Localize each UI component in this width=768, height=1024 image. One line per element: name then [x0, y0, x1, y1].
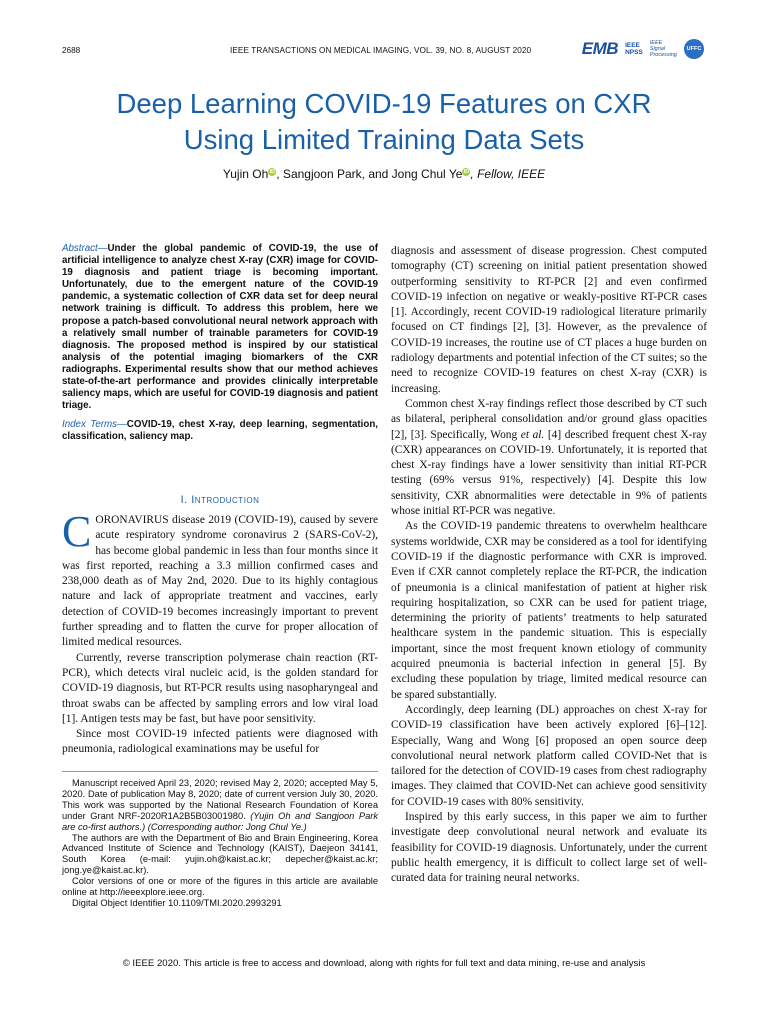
title-line-1: Deep Learning COVID-19 Features on CXR: [116, 88, 652, 119]
author-fellow: , Fellow, IEEE: [470, 167, 546, 181]
abstract: [62, 243, 378, 412]
signal-processing-logo: [650, 40, 677, 58]
right-paragraph-5: Inspired by this early success, in this paper we aim to further investigate deep convolutional neural network and evaluate its feasibility for COVID-19 diagnosis. Unfortunately, under the current public health emergency, it is difficult to collect large set of well-curated data for training neural networks.: [391, 810, 707, 885]
right-p2-text-a: Common chest X-ray findings reflect those described by CT such as bilateral, peripheral consolidation and/or ground glass opacities [2], [3]. Specifically, Wong: [391, 397, 707, 441]
intro-paragraph-3: Since most COVID-19 infected patients were diagnosed with pneumonia, radiological examinations may be useful for: [62, 728, 378, 756]
journal-name: IEEE TRANSACTIONS ON MEDICAL IMAGING, VOL. 39, NO. 8, AUGUST 2020: [230, 46, 532, 55]
running-header: [62, 39, 704, 65]
page-number: 2688: [62, 46, 81, 55]
footnote-manuscript-text: Manuscript received April 23, 2020; revised May 2, 2020; accepted May 5, 2020. Date of publication May 8, 2020; date of current version July 30, 2020. This work was supported by the National Research Foundation of Korea under Grant NRF-2020R1A2B5B03001980.: [62, 778, 378, 821]
npss-logo: [625, 42, 643, 56]
intro-p1-text: disease 2019 (COVID-19), caused by severe acute respiratory syndrome coronavirus 2 (SARS-CoV-2), has become global pandemic in less than four months since it was first reported, reaching a 3.3 million confirmed cases and 238,000 death as of May 2nd, 2020. Due to its highly contagious nature and lack of appropriate treatment and vaccines, early detection of COVID-19 becomes increasingly important to prevent further spreading and to flatten the curve for proper allocation of limited medical resources.: [62, 514, 378, 649]
right-paragraph-4: Accordingly, deep learning (DL) approaches on chest X-ray for COVID-19 classification have been actively explored [6]–[12]. Especially, Wang and Wong [6] proposed an open source deep convolutional neural network platform called COVID-Net that is tailored for the detection of COVID-19 cases from chest radiography images. They claimed that COVID-Net can achieve good sensitivity for COVID-19 cases with 80% sensitivity.: [391, 703, 707, 808]
title-line-2: Using Limited Training Data Sets: [183, 124, 585, 155]
index-terms: [62, 419, 378, 443]
footnote-rule: [62, 771, 378, 772]
footnote-manuscript: [62, 778, 378, 833]
footnote-affiliation: The authors are with the Department of Bio and Brain Engineering, Korea Advanced Institute of Science and Technology (KAIST), Daejeon 34141, South Korea (e-mail: yujin.oh@kaist.ac.kr; depecher@kaist.ac.kr; jong.ye@kaist.ac.kr).: [62, 832, 378, 876]
right-p2-text-b: [4] described frequent chest X-ray (CXR) appearances on COVID-19. Unfortunately, it is reported that chest X-ray findings have a lower sensitivity than initial RT-PCR testing (69% versus 91%, respectively) [4]. Despite this low sensitivity, CXR abnormalities were detectable in 9% of patients whose initial RT-PCR was negative.: [391, 428, 708, 518]
section-number: I.: [180, 494, 192, 506]
author-2-3: , Sangjoon Park, and Jong Chul Ye: [276, 167, 463, 181]
society-logos: [582, 39, 704, 59]
sps-logo-line2: Signal: [649, 46, 666, 52]
npss-logo-line2: NPSS: [625, 49, 643, 56]
intro-paragraph-1: [62, 507, 378, 651]
right-p2-etal: et al.: [520, 428, 545, 441]
abstract-text: Under the global pandemic of COVID-19, the use of artificial intelligence to analyze chest X-ray (CXR) image for COVID-19 diagnosis and patient triage is becoming important. Unfortunately, due to the emergent nature of the COVID-19 pandemic, a systematic collection of CXR data set for deep neural network training is difficult. To address this problem, here we propose a patch-based convolutional neural network approach with a relatively small number of trainable parameters for COVID-19 diagnosis. The proposed method is inspired by our statistical analysis of the potential imaging biomarkers of the CXR radiographs. Experimental results show that our method achieves state-of-the-art performance and provides clinically interpretable saliency maps, which are useful for COVID-19 diagnosis and patient triage.: [62, 243, 378, 412]
footnote-cofirst: (Yujin Oh and Sangjoon Park are co-first authors.) (Corresponding author: Jong Chul Ye.): [62, 810, 378, 832]
index-terms-label: Index Terms: [62, 419, 118, 430]
orcid-icon[interactable]: iD: [463, 169, 470, 175]
section-title: Introduction: [191, 494, 260, 506]
uffc-logo: UFFC: [684, 39, 704, 59]
abstract-label: Abstract: [62, 243, 98, 254]
orcid-icon[interactable]: iD: [269, 169, 276, 175]
footnote-doi: Digital Object Identifier 10.1109/TMI.2020.2993291: [72, 897, 282, 908]
intro-first-word: ORONAVIRUS: [95, 514, 169, 526]
intro-paragraph-2: Currently, reverse transcription polymerase chain reaction (RT-PCR), which detects viral nucleic acid, is the golden standard for COVID-19 diagnosis, but RT-PCR results using nasopharyngeal and throat swabs can be affected by sampling errors and low viral load [1]. Antigen tests may be fast, but have poor sensitivity.: [62, 651, 378, 725]
emb-logo: EMB: [581, 39, 619, 58]
introduction-body: [62, 507, 378, 758]
index-terms-text: COVID-19, chest X-ray, deep learning, segmentation, classification, saliency map.: [62, 419, 378, 443]
sps-logo-line1: IEEE: [649, 40, 663, 46]
right-paragraph-3: As the COVID-19 pandemic threatens to overwhelm healthcare systems worldwide, CXR may be considered as a tool for identifying COVID-19 if the diagnostic performance with CXR is improved. Even if CXR cannot completely replace the RT-PCR, the indication of pneumonia is a clinical manifestation of patient at higher risk requiring hospitalization, so CXR can be used for patient triage, determining the priority of patients’ treatments to help saturated healthcare system in the pandemic situation. This is especially important, since the most frequent known etiology of community acquired pneumonia is bacterial infection in general [5]. By excluding these population by triage, limited medical resource can be spared substantially.: [391, 520, 707, 701]
footnote-color: Color versions of one or more of the figures in this article are available online at http://ieeexplore.ieee.org.: [62, 876, 378, 898]
section-heading: [62, 494, 378, 506]
author-line: [40, 167, 728, 181]
index-terms-dash: —: [117, 419, 127, 430]
footnotes: [62, 778, 378, 909]
copyright-notice: © IEEE 2020. This article is free to access and download, along with rights for full text and data mining, re-use and analysis: [122, 958, 646, 969]
right-paragraph-2: [391, 397, 707, 519]
sps-logo-line3: Processing: [649, 52, 677, 58]
right-paragraph-1: diagnosis and assessment of disease progression. Chest computed tomography (CT) screening on initial patient presentation showed outperforming sensitivity to RT-PCR [2] and even confirmed COVID-19 infection on negative or weakly-positive RT-PCR cases [1]. Accordingly, recent COVID-19 radiological literature primarily focused on CT findings [2], [3]. However, as the prevalence of COVID-19 increases, the routine use of CT places a huge burden on radiology departments and potential infection of the CT suites; so the need to recognize COVID-19 features on chest X-ray (CXR) is increasing.: [391, 245, 707, 395]
paper-title: [40, 86, 728, 158]
drop-cap: C: [62, 507, 92, 556]
npss-logo-line1: IEEE: [625, 42, 640, 49]
abstract-dash: —: [97, 243, 108, 254]
author-1: Yujin Oh: [222, 167, 269, 181]
right-column: [391, 244, 707, 886]
